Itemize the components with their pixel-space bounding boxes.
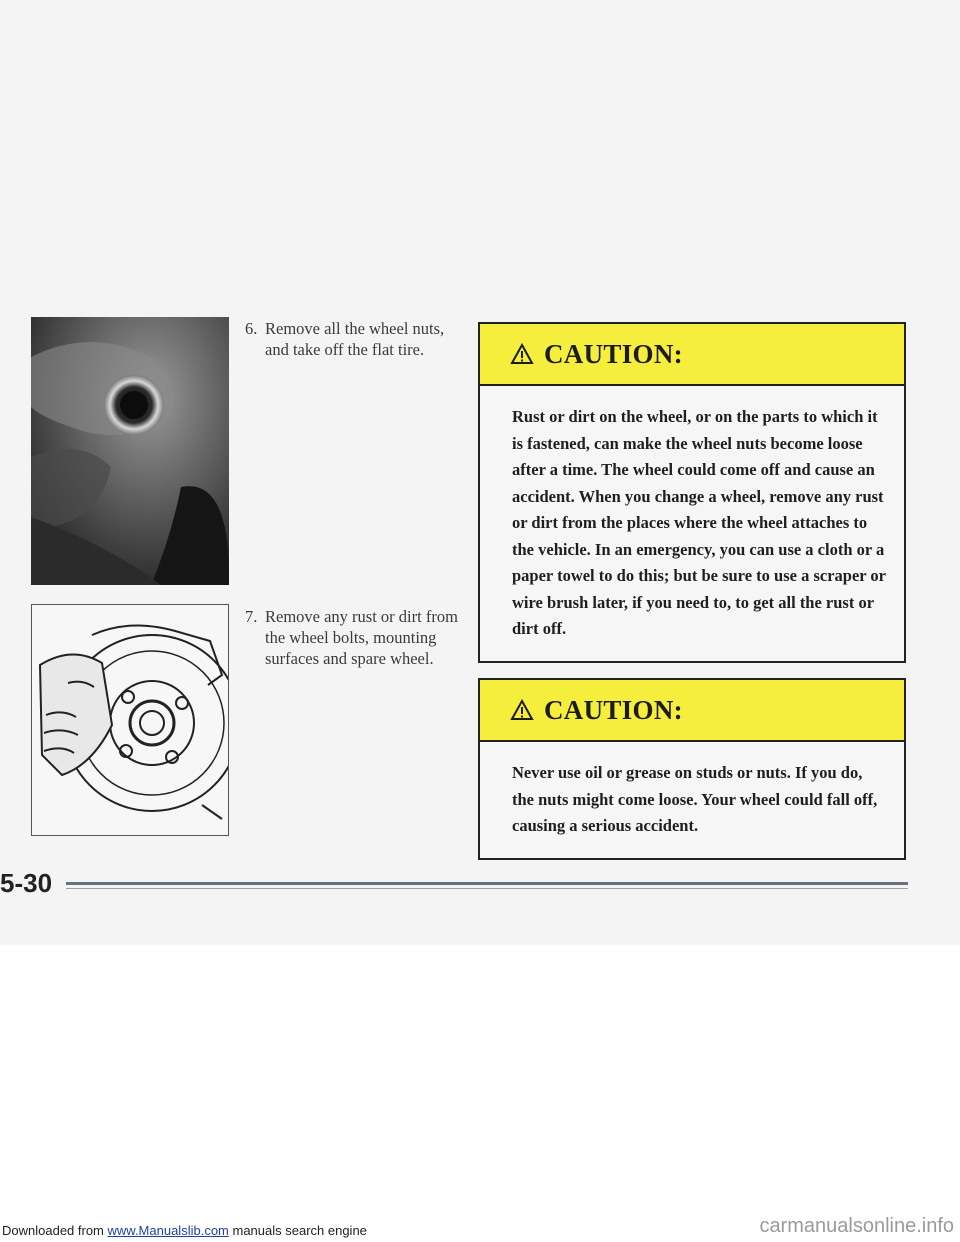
warning-triangle-icon — [510, 699, 534, 721]
step-6 — [245, 318, 470, 360]
caution-header — [480, 680, 904, 742]
step-number: 7. — [245, 607, 258, 626]
source-watermark: carmanualsonline.info — [759, 1215, 954, 1237]
warning-triangle-icon — [510, 343, 534, 365]
download-notice — [2, 1223, 367, 1238]
wheel-nut-photo — [31, 317, 229, 585]
step-7 — [245, 606, 470, 669]
hub-cleaning-illustration — [31, 604, 229, 836]
caution-header — [480, 324, 904, 386]
download-notice-prefix: Downloaded from — [2, 1223, 108, 1238]
caution-box-rust — [478, 322, 906, 663]
manualslib-link[interactable]: www.Manualslib.com — [107, 1223, 229, 1238]
footer-rule — [66, 882, 908, 885]
page-number: 5-30 — [0, 868, 53, 898]
caution-title: CAUTION: — [544, 338, 683, 369]
caution-box-oil — [478, 678, 906, 860]
footer-rule-thin — [66, 888, 908, 889]
caution-title: CAUTION: — [544, 694, 683, 725]
caution-text: Rust or dirt on the wheel, or on the parts to which it is fastened, can make the wheel nuts become loose after a time. The wheel could come off and cause an accident. When you change a wheel, remove any rust or dirt from the places where the wheel attaches to the vehicle. In an emergency, you can use a cloth or a paper towel to do this; but be sure to use a scraper or wire brush later, if you need to, to get all the rust or dirt off. — [512, 407, 886, 638]
caution-text: Never use oil or grease on studs or nuts. If you do, the nuts might come loose. Your wheel could fall off, causing a serious accident. — [512, 763, 878, 835]
step-number: 6. — [245, 319, 258, 338]
download-notice-suffix: manuals search engine — [228, 1223, 367, 1238]
step-text: Remove all the wheel nuts, and take off the flat tire. — [265, 319, 445, 359]
step-text: Remove any rust or dirt from the wheel bolts, mounting surfaces and spare wheel. — [265, 607, 458, 668]
